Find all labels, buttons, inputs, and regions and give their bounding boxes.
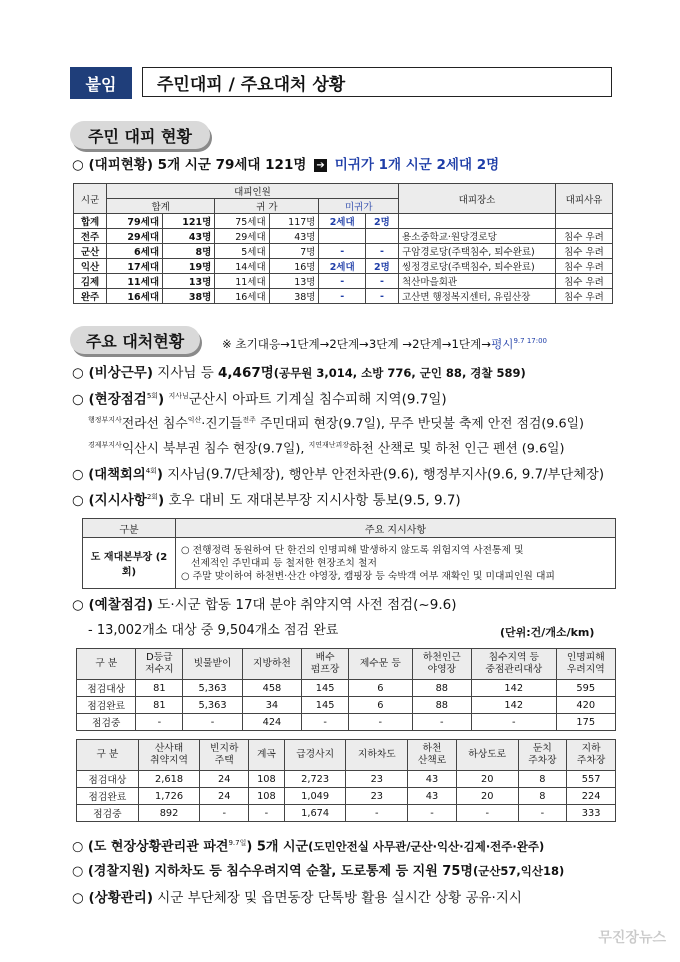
precheck-line bbox=[72, 596, 456, 614]
table-cell: - bbox=[412, 714, 471, 731]
table-cell bbox=[399, 214, 556, 229]
table-header: 빗물받이 bbox=[183, 649, 242, 680]
table-header: 하천인근 야영장 bbox=[412, 649, 471, 680]
table-row bbox=[77, 788, 616, 805]
emergency-text-a: 지사님 등 bbox=[157, 365, 219, 381]
table-row bbox=[77, 697, 616, 714]
table-cell bbox=[365, 229, 398, 244]
table-header: 인명피해 우려지역 bbox=[556, 649, 615, 680]
table-cell: 142 bbox=[472, 697, 557, 714]
table-cell: - bbox=[249, 805, 285, 822]
th-noreturn: 미귀가 bbox=[319, 199, 399, 214]
table-header: 지하 주차장 bbox=[567, 740, 616, 771]
table-cell: 75세대 bbox=[215, 214, 269, 229]
arrow-right-icon: ➔ bbox=[314, 159, 327, 172]
table-header: 둔치 주차장 bbox=[518, 740, 567, 771]
inspect-label: ○ (현장점검 bbox=[72, 391, 147, 408]
table-cell: - bbox=[472, 714, 557, 731]
table-cell: 점검중 bbox=[77, 805, 139, 822]
table-cell: 81 bbox=[136, 680, 183, 697]
directive-item: 선제적인 주민대피 등 철저한 현장조치 철저 bbox=[191, 557, 377, 569]
directive-text: 호우 대비 도 재대본부장 지시사항 통보(9.5, 9.7) bbox=[164, 492, 461, 509]
inspect3-text-a: 익산시 북부권 침수 현장(9.7일), bbox=[121, 441, 309, 457]
table-cell: 175 bbox=[556, 714, 615, 731]
inspect2-sup-c: 전주 bbox=[242, 416, 256, 424]
table-cell: - bbox=[365, 244, 398, 259]
table-cell: 씽정경로당(주택침수, 퇴수완료) bbox=[399, 259, 556, 274]
table-header: 계곡 bbox=[249, 740, 285, 771]
status-label: ○ (상황관리) bbox=[72, 890, 153, 906]
table-header: 하상도로 bbox=[456, 740, 518, 771]
table-row bbox=[77, 771, 616, 788]
table-header: 구 분 bbox=[77, 740, 139, 771]
table-cell: - bbox=[319, 274, 365, 289]
table-cell: 침수 우려 bbox=[556, 274, 613, 289]
table-cell: 19명 bbox=[163, 259, 215, 274]
th-place: 대피장소 bbox=[399, 184, 556, 214]
inspect-text: 군산시 아파트 기계실 침수피해 지역(9.7일) bbox=[188, 391, 447, 408]
table-cell: 1,049 bbox=[284, 788, 346, 805]
table-cell: 38명 bbox=[269, 289, 319, 304]
inspect-sup2: 지사님 bbox=[168, 392, 189, 400]
table-cell: 고산면 행정복지센터, 유림산장 bbox=[399, 289, 556, 304]
dispatch-text-b: (도민안전실 사무관/군산·익산·김제·전주·완주) bbox=[308, 839, 545, 854]
table-cell: 16세대 bbox=[215, 289, 269, 304]
th-directive-type: 구분 bbox=[83, 519, 176, 538]
table-cell: 구암경로당(주택침수, 퇴수완료) bbox=[399, 244, 556, 259]
table-row bbox=[74, 259, 613, 274]
meeting-line bbox=[72, 462, 604, 484]
table-cell: 5세대 bbox=[215, 244, 269, 259]
table-header-row bbox=[77, 740, 616, 771]
table-cell: 전주 bbox=[74, 229, 107, 244]
table-cell: 용소중학교·원당경로당 bbox=[399, 229, 556, 244]
table-cell: - bbox=[136, 714, 183, 731]
precheck-table-b bbox=[76, 739, 616, 822]
response-section-title: 주요 대처현황 bbox=[70, 326, 200, 354]
inspect2-sup-b: 익산 bbox=[187, 416, 202, 424]
table-cell: 2명 bbox=[365, 214, 398, 229]
dispatch-text-a: 5개 시군 bbox=[252, 839, 309, 855]
table-cell: 5,363 bbox=[183, 697, 242, 714]
table-cell: 합계 bbox=[74, 214, 107, 229]
table-header: 급경사지 bbox=[284, 740, 346, 771]
table-cell: - bbox=[200, 805, 249, 822]
inspect2-sup: 행정부지사 bbox=[88, 416, 122, 424]
attachment-tag: 붙임 bbox=[70, 67, 132, 99]
table-cell: 1,674 bbox=[284, 805, 346, 822]
dispatch-line bbox=[72, 834, 544, 856]
table-cell: 145 bbox=[302, 680, 349, 697]
table-cell: 7명 bbox=[269, 244, 319, 259]
table-cell: 2세대 bbox=[319, 259, 365, 274]
stage-end: 평시 bbox=[491, 336, 514, 351]
th-people: 대피인원 bbox=[107, 184, 399, 199]
table-header: D등급 저수지 bbox=[136, 649, 183, 680]
table-cell: 34 bbox=[242, 697, 301, 714]
inspect3-line bbox=[88, 436, 565, 458]
th-city: 시군 bbox=[74, 184, 107, 214]
page-title: 주민대피 / 주요대처 상황 bbox=[142, 67, 612, 97]
table-cell: 점검대상 bbox=[77, 680, 136, 697]
table-cell: 13명 bbox=[163, 274, 215, 289]
table-cell: 군산 bbox=[74, 244, 107, 259]
table-cell: 점검중 bbox=[77, 714, 136, 731]
table-cell: 2세대 bbox=[319, 214, 365, 229]
directive-line bbox=[72, 488, 461, 510]
table-cell: 333 bbox=[567, 805, 616, 822]
table-cell: - bbox=[183, 714, 242, 731]
table-cell: 224 bbox=[567, 788, 616, 805]
precheck-sub: - 13,002개소 대상 중 9,504개소 점검 완료 bbox=[88, 623, 339, 638]
table-cell: 43 bbox=[408, 788, 457, 805]
table-row bbox=[77, 680, 616, 697]
meeting-label: ○ (대책회의 bbox=[72, 467, 146, 483]
police-text-b: (군산57,익산18) bbox=[472, 864, 565, 878]
inspect-sup: 5회 bbox=[146, 392, 159, 400]
inspect3-sup-b: 지연재난괴장 bbox=[308, 441, 350, 449]
table-cell: - bbox=[346, 805, 408, 822]
table-row bbox=[74, 244, 613, 259]
table-cell: 6 bbox=[349, 697, 413, 714]
table-row bbox=[77, 714, 616, 731]
table-cell: 점검완료 bbox=[77, 697, 136, 714]
table-cell: 29세대 bbox=[107, 229, 163, 244]
table-cell: 침수 우려 bbox=[556, 244, 613, 259]
th-reason: 대피사유 bbox=[556, 184, 613, 214]
table-cell: 43명 bbox=[269, 229, 319, 244]
table-cell: 20 bbox=[456, 771, 518, 788]
table-cell: - bbox=[365, 274, 398, 289]
stage-time: 9.7 17:00 bbox=[513, 337, 547, 345]
emergency-detail: (공무원 3,014, 소방 776, 군인 88, 경찰 589) bbox=[273, 366, 526, 380]
evac-summary bbox=[72, 156, 499, 174]
table-cell: 침수 우려 bbox=[556, 229, 613, 244]
table-cell: - bbox=[319, 289, 365, 304]
meeting-sup: 4회 bbox=[145, 467, 157, 475]
inspect2-text-b: ·진기들 bbox=[201, 416, 243, 432]
table-cell: 점검완료 bbox=[77, 788, 139, 805]
table-header: 구 분 bbox=[77, 649, 136, 680]
table-cell: 1,726 bbox=[138, 788, 200, 805]
table-cell: - bbox=[456, 805, 518, 822]
inspect2-line bbox=[88, 411, 584, 433]
table-row bbox=[77, 805, 616, 822]
evac-section-title: 주민 대피 현황 bbox=[70, 121, 210, 149]
table-cell: 81 bbox=[136, 697, 183, 714]
table-cell: 145 bbox=[302, 697, 349, 714]
table-cell: 23 bbox=[346, 788, 408, 805]
dispatch-label: ○ (도 현장상황관리관 파견 bbox=[72, 839, 229, 855]
table-cell: 6세대 bbox=[107, 244, 163, 259]
table-cell: 23 bbox=[346, 771, 408, 788]
table-cell: 완주 bbox=[74, 289, 107, 304]
dispatch-sup: 9.7일 bbox=[228, 839, 247, 847]
table-cell: 11세대 bbox=[107, 274, 163, 289]
inspect-label-end: ) bbox=[158, 391, 165, 408]
status-text: 시군 부단체장 및 읍면동장 단톡방 활용 실시간 상황 공유·지시 bbox=[152, 890, 522, 906]
inspect3-text-b: 하천 산책로 및 하천 인근 펜션 (9.6일) bbox=[349, 441, 565, 457]
police-text-a: 지하차도 등 침수우려지역 순찰, 도로통제 등 지원 75명 bbox=[149, 864, 473, 879]
table-cell: 43 bbox=[408, 771, 457, 788]
status-line bbox=[72, 889, 522, 907]
table-cell: - bbox=[408, 805, 457, 822]
table-cell bbox=[319, 229, 365, 244]
table-header: 하천 산책로 bbox=[408, 740, 457, 771]
meeting-label-end: ) bbox=[156, 467, 163, 483]
table-cell bbox=[556, 214, 613, 229]
table-cell: 익산 bbox=[74, 259, 107, 274]
evac-summary-text: ○ (대피현황) 5개 시군 79세대 121명 bbox=[72, 157, 307, 173]
table-cell: 24 bbox=[200, 788, 249, 805]
evac-table bbox=[73, 183, 613, 304]
table-header: 지하차도 bbox=[346, 740, 408, 771]
police-line bbox=[72, 862, 564, 881]
th-return: 귀 가 bbox=[215, 199, 319, 214]
table-cell: 17세대 bbox=[107, 259, 163, 274]
precheck-unit: (단위:건/개소/km) bbox=[500, 626, 595, 639]
table-cell: 13명 bbox=[269, 274, 319, 289]
table-cell: 침수 우려 bbox=[556, 259, 613, 274]
table-cell: 8 bbox=[518, 788, 567, 805]
table-header-row bbox=[77, 649, 616, 680]
table-cell: 척산마을회관 bbox=[399, 274, 556, 289]
table-cell: 88 bbox=[412, 697, 471, 714]
directive-items bbox=[176, 538, 616, 589]
table-cell: 8명 bbox=[163, 244, 215, 259]
table-cell: 16세대 bbox=[107, 289, 163, 304]
directive-label: ○ (지시사항 bbox=[72, 492, 147, 509]
inspect3-sup: 경제부지사 bbox=[88, 441, 122, 449]
table-row bbox=[74, 289, 613, 304]
table-cell: 108 bbox=[249, 788, 285, 805]
table-cell: 424 bbox=[242, 714, 301, 731]
table-cell: 121명 bbox=[163, 214, 215, 229]
emergency-count: 4,467명 bbox=[218, 365, 274, 381]
table-header: 빈지하 주택 bbox=[200, 740, 249, 771]
emergency-line bbox=[72, 364, 526, 382]
table-cell: 침수 우려 bbox=[556, 289, 613, 304]
directive-label-end: ) bbox=[158, 492, 165, 509]
table-cell: 점검대상 bbox=[77, 771, 139, 788]
table-cell: 14세대 bbox=[215, 259, 269, 274]
directive-type: 도 재대본부장 (2회) bbox=[83, 538, 176, 589]
table-cell: 2,723 bbox=[284, 771, 346, 788]
police-label: ○ (경찰지원) bbox=[72, 864, 150, 879]
table-cell: 420 bbox=[556, 697, 615, 714]
table-cell: - bbox=[365, 289, 398, 304]
table-cell: - bbox=[349, 714, 413, 731]
table-cell: 6 bbox=[349, 680, 413, 697]
table-header: 산사태 취약지역 bbox=[138, 740, 200, 771]
table-header: 배수 펌프장 bbox=[302, 649, 349, 680]
th-directive-main: 주요 지시사항 bbox=[176, 519, 616, 538]
table-cell: 20 bbox=[456, 788, 518, 805]
table-cell: 892 bbox=[138, 805, 200, 822]
table-cell: 557 bbox=[567, 771, 616, 788]
inspect-line bbox=[72, 387, 447, 409]
table-cell: 88 bbox=[412, 680, 471, 697]
directive-sup: 2회 bbox=[146, 493, 159, 501]
directive-item: ○ 전행정력 동원하여 단 한건의 인명피해 발생하지 않도록 위험지역 사전통제 및 bbox=[181, 544, 524, 556]
table-cell: - bbox=[319, 244, 365, 259]
table-cell: 142 bbox=[472, 680, 557, 697]
table-cell: 38명 bbox=[163, 289, 215, 304]
table-header: 침수지역 등 중점관리대상 bbox=[472, 649, 557, 680]
table-header: 지방하천 bbox=[242, 649, 301, 680]
table-cell: 8 bbox=[518, 771, 567, 788]
table-row bbox=[74, 229, 613, 244]
table-row bbox=[74, 214, 613, 229]
table-cell: 11세대 bbox=[215, 274, 269, 289]
th-total: 합계 bbox=[107, 199, 215, 214]
inspect2-text-a: 전라선 침수 bbox=[121, 416, 188, 432]
table-cell: 5,363 bbox=[183, 680, 242, 697]
table-cell: 43명 bbox=[163, 229, 215, 244]
evac-summary-highlight: 미귀가 1개 시군 2세대 2명 bbox=[334, 157, 500, 173]
table-cell: 2,618 bbox=[138, 771, 200, 788]
emergency-label: ○ (비상근무) bbox=[72, 365, 153, 381]
table-cell: - bbox=[518, 805, 567, 822]
table-cell: 108 bbox=[249, 771, 285, 788]
table-cell: - bbox=[302, 714, 349, 731]
table-cell: 16명 bbox=[269, 259, 319, 274]
watermark: 무진장뉴스 bbox=[598, 930, 666, 946]
precheck-text: 도·시군 합동 17대 분야 취약지역 사전 점검(~9.6) bbox=[152, 597, 457, 613]
precheck-label: ○ (예찰점검) bbox=[72, 597, 153, 613]
table-row bbox=[74, 274, 613, 289]
table-header: 제수문 등 bbox=[349, 649, 413, 680]
table-cell: 595 bbox=[556, 680, 615, 697]
inspect2-text-c: 주민대피 현장(9.7일), 무주 반딧불 축제 안전 점검(9.6일) bbox=[255, 416, 585, 432]
dispatch-label-end: ) bbox=[246, 839, 253, 855]
stage-note bbox=[222, 332, 547, 353]
table-cell: 79세대 bbox=[107, 214, 163, 229]
meeting-text: 지사님(9.7/단체장), 행안부 안전차관(9.6), 행정부지사(9.6, 9.7/부단체장) bbox=[163, 467, 605, 483]
precheck-table-a bbox=[76, 648, 616, 731]
table-cell: 458 bbox=[242, 680, 301, 697]
stage-note-text: ※ 초기대응→1단계→2단계→3단계 →2단계→1단계→ bbox=[222, 336, 492, 351]
table-cell: 29세대 bbox=[215, 229, 269, 244]
table-cell: 2명 bbox=[365, 259, 398, 274]
table-cell: 117명 bbox=[269, 214, 319, 229]
directive-item: ○ 주말 맞이하여 하천변·산간 야영장, 캠핑장 등 숙박객 여부 재확인 및 미대피인원 대피 bbox=[181, 570, 555, 582]
table-cell: 김제 bbox=[74, 274, 107, 289]
directive-table bbox=[82, 518, 616, 589]
table-cell: 24 bbox=[200, 771, 249, 788]
